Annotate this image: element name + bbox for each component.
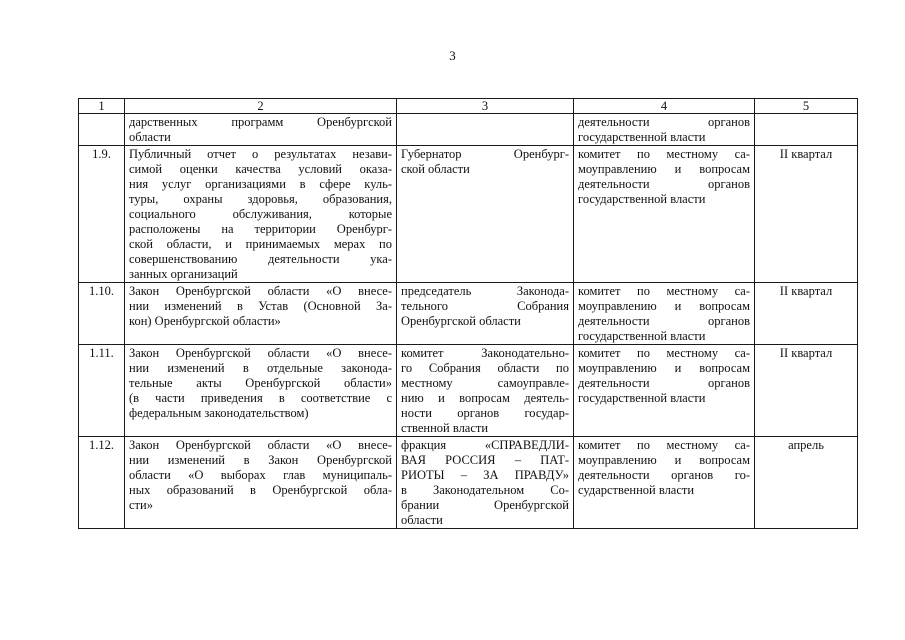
event-cell	[125, 146, 397, 283]
responsible-cell-line: Оренбургской области	[401, 314, 521, 328]
responsible-cell-line: РИОТЫ – ЗА ПРАВДУ»	[401, 468, 569, 482]
event-cell-line: ных образований в Оренбургской обла-	[129, 483, 392, 497]
coexecutor-cell	[574, 114, 755, 146]
coexecutor-cell	[574, 146, 755, 283]
coexecutor-cell-line: деятельности органов	[578, 115, 750, 129]
table-row	[79, 437, 858, 529]
coexecutor-cell	[574, 345, 755, 437]
table-row	[79, 146, 858, 283]
column-header: 4	[574, 99, 755, 114]
responsible-cell-line: председатель Законода-	[401, 284, 569, 298]
event-cell-line: ния услуг организациями в сфере куль-	[129, 177, 392, 191]
row-number: 1.11.	[79, 345, 125, 437]
row-number: 1.9.	[79, 146, 125, 283]
event-cell-line: (в части приведения в соответствие с	[129, 391, 392, 405]
event-cell-line: Публичный отчет о результатах незави-	[129, 147, 392, 161]
responsible-cell-line: ственной власти	[401, 421, 489, 435]
table-row	[79, 283, 858, 345]
responsible-cell-line: тельного Собрания	[401, 299, 569, 313]
responsible-cell	[397, 437, 574, 529]
responsible-cell-line: брании Оренбургской	[401, 498, 569, 512]
responsible-cell	[397, 283, 574, 345]
event-cell-line: тельные акты Оренбургской области»	[129, 376, 392, 390]
plan-table	[78, 98, 858, 529]
responsible-cell-line: фракция «СПРАВЕДЛИ-	[401, 438, 569, 452]
coexecutor-cell-line: сударственной власти	[578, 483, 695, 497]
event-cell-line: Закон Оренбургской области «О внесе-	[129, 284, 392, 298]
responsible-cell-line: ВАЯ РОССИЯ – ПАТ-	[401, 453, 569, 467]
row-number: 1.10.	[79, 283, 125, 345]
responsible-cell-line: местному самоуправле-	[401, 376, 569, 390]
responsible-cell-line: нию и вопросам деятель-	[401, 391, 569, 405]
column-header: 1	[79, 99, 125, 114]
coexecutor-cell-line: комитет по местному са-	[578, 284, 750, 298]
table-header-row	[79, 99, 858, 114]
column-header: 2	[125, 99, 397, 114]
event-cell-line: Закон Оренбургской области «О внесе-	[129, 346, 392, 360]
coexecutor-cell-line: государственной власти	[578, 391, 706, 405]
event-cell	[125, 114, 397, 146]
event-cell-line: Закон Оренбургской области «О внесе-	[129, 438, 392, 452]
responsible-cell	[397, 345, 574, 437]
responsible-cell-line: в Законодательном Со-	[401, 483, 569, 497]
responsible-cell-line: комитет Законодательно-	[401, 346, 569, 360]
event-cell-line: расположены на территории Оренбург-	[129, 222, 392, 236]
table-row	[79, 114, 858, 146]
event-cell-line: симой оценки качества условий оказа-	[129, 162, 392, 176]
table-row	[79, 345, 858, 437]
coexecutor-cell-line: комитет по местному са-	[578, 346, 750, 360]
responsible-cell-line: ской области	[401, 162, 470, 176]
responsible-cell-line: области	[401, 513, 443, 527]
coexecutor-cell	[574, 437, 755, 529]
responsible-cell	[397, 114, 574, 146]
responsible-cell-line: го Собрания области по	[401, 361, 569, 375]
event-cell-line: кон) Оренбургской области»	[129, 314, 281, 328]
event-cell	[125, 345, 397, 437]
event-cell-line: совершенствованию деятельности ука-	[129, 252, 392, 266]
event-cell-line: ской области, и принимаемых мерах по	[129, 237, 392, 251]
event-cell-line: нии изменений в Устав (Основной За-	[129, 299, 392, 313]
coexecutor-cell-line: деятельности органов	[578, 314, 750, 328]
coexecutor-cell-line: моуправлению и вопросам	[578, 361, 750, 375]
event-cell-line: области	[129, 130, 171, 144]
coexecutor-cell-line: государственной власти	[578, 192, 706, 206]
responsible-cell-line: ности органов государ-	[401, 406, 569, 420]
event-cell-line: дарственных программ Оренбургской	[129, 115, 392, 129]
event-cell-line: социального обслуживания, которые	[129, 207, 392, 221]
event-cell-line: занных организаций	[129, 267, 238, 281]
event-cell-line: федеральным законодательством)	[129, 406, 309, 420]
event-cell-line: области «О выборах глав муниципаль-	[129, 468, 392, 482]
responsible-cell	[397, 146, 574, 283]
coexecutor-cell-line: моуправлению и вопросам	[578, 162, 750, 176]
term-cell: II квартал	[755, 283, 858, 345]
event-cell	[125, 283, 397, 345]
row-number: 1.12.	[79, 437, 125, 529]
column-header: 5	[755, 99, 858, 114]
coexecutor-cell-line: моуправлению и вопросам	[578, 453, 750, 467]
event-cell-line: сти»	[129, 498, 153, 512]
coexecutor-cell-line: государственной власти	[578, 130, 706, 144]
coexecutor-cell-line: деятельности органов	[578, 376, 750, 390]
coexecutor-cell-line: деятельности органов	[578, 177, 750, 191]
term-cell	[755, 114, 858, 146]
term-cell: апрель	[755, 437, 858, 529]
coexecutor-cell-line: комитет по местному са-	[578, 147, 750, 161]
page-number: 3	[449, 48, 456, 63]
column-header: 3	[397, 99, 574, 114]
coexecutor-cell-line: моуправлению и вопросам	[578, 299, 750, 313]
responsible-cell-line: Губернатор Оренбург-	[401, 147, 569, 161]
coexecutor-cell-line: комитет по местному са-	[578, 438, 750, 452]
row-number	[79, 114, 125, 146]
term-cell: II квартал	[755, 146, 858, 283]
term-cell: II квартал	[755, 345, 858, 437]
coexecutor-cell-line: деятельности органов го-	[578, 468, 750, 482]
event-cell-line: нии изменений в Закон Оренбургской	[129, 453, 392, 467]
coexecutor-cell	[574, 283, 755, 345]
event-cell	[125, 437, 397, 529]
event-cell-line: нии изменений в отдельные законода-	[129, 361, 392, 375]
event-cell-line: туры, охраны здоровья, образования,	[129, 192, 392, 206]
coexecutor-cell-line: государственной власти	[578, 329, 706, 343]
